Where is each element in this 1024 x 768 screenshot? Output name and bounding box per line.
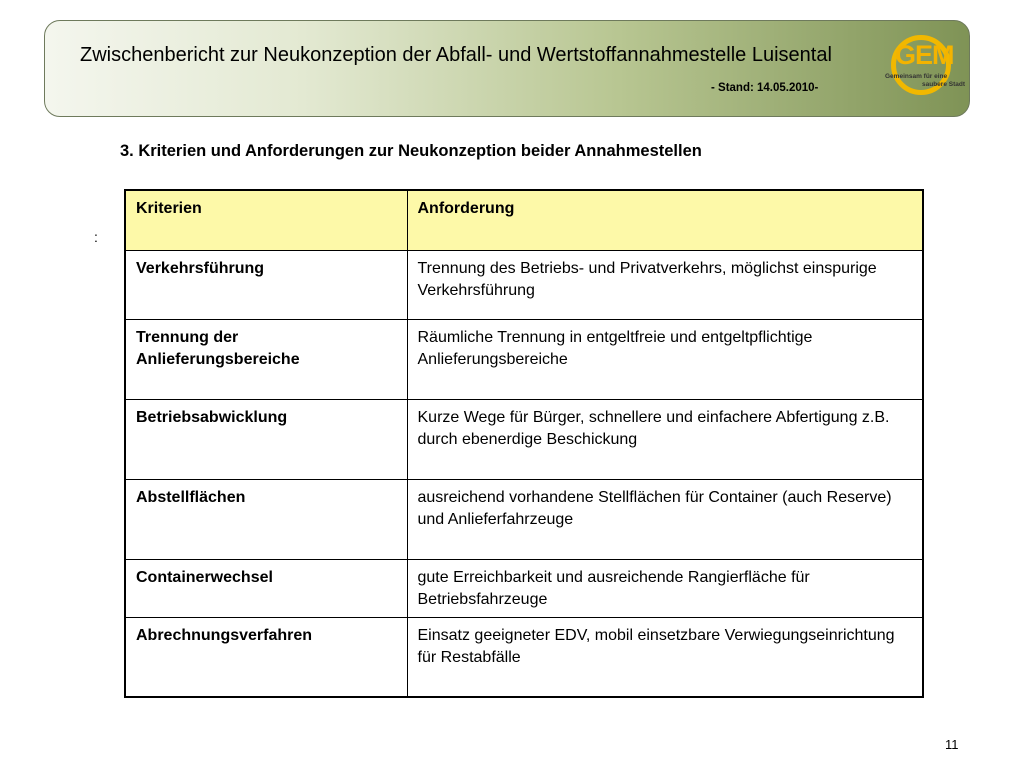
criterion-cell: Trennung der Anlieferungsbereiche <box>125 319 407 399</box>
criterion-cell: Abstellflächen <box>125 479 407 559</box>
criterion-cell: Betriebsabwicklung <box>125 399 407 479</box>
table-row <box>125 399 923 479</box>
colon-mark: : <box>94 229 98 245</box>
column-header-requirement: Anforderung <box>407 190 923 250</box>
requirement-cell: Kurze Wege für Bürger, schnellere und einfachere Abfertigung z.B. durch ebenerdige Beschickung <box>407 399 923 479</box>
stand-date: - Stand: 14.05.2010- <box>711 82 819 94</box>
table-row <box>125 319 923 399</box>
logo-tagline-line1: Gemeinsam für eine <box>885 73 948 80</box>
page-number: 11 <box>945 737 959 752</box>
gem-logo <box>885 35 965 107</box>
criterion-cell: Verkehrsführung <box>125 250 407 319</box>
slide-header <box>44 20 970 117</box>
criterion-cell: Abrechnungsverfahren <box>125 617 407 697</box>
criterion-cell: Containerwechsel <box>125 559 407 617</box>
requirement-cell: ausreichend vorhandene Stellflächen für Container (auch Reserve) und Anlieferfahrzeuge <box>407 479 923 559</box>
table-row <box>125 479 923 559</box>
requirement-cell: Einsatz geeigneter EDV, mobil einsetzbare Verwiegungseinrichtung für Restabfälle <box>407 617 923 697</box>
requirement-cell: Trennung des Betriebs- und Privatverkehrs, möglichst einspurige Verkehrsführung <box>407 250 923 319</box>
requirement-cell: Räumliche Trennung in entgeltfreie und entgeltpflichtige Anlieferungsbereiche <box>407 319 923 399</box>
table-row <box>125 250 923 319</box>
requirement-cell: gute Erreichbarkeit und ausreichende Rangierfläche für Betriebsfahrzeuge <box>407 559 923 617</box>
criteria-table <box>124 189 924 698</box>
logo-text: GEM <box>895 40 954 70</box>
table-header-row <box>125 190 923 250</box>
logo-tagline <box>885 73 965 89</box>
table-row <box>125 559 923 617</box>
slide-title: Zwischenbericht zur Neukonzeption der Abfall- und Wertstoffannahmestelle Luisental <box>80 44 832 66</box>
section-heading: 3. Kriterien und Anforderungen zur Neukonzeption beider Annahmestellen <box>120 142 702 160</box>
table-row <box>125 617 923 697</box>
logo-tagline-line2: saubere Stadt <box>922 81 965 88</box>
column-header-criteria: Kriterien <box>125 190 407 250</box>
